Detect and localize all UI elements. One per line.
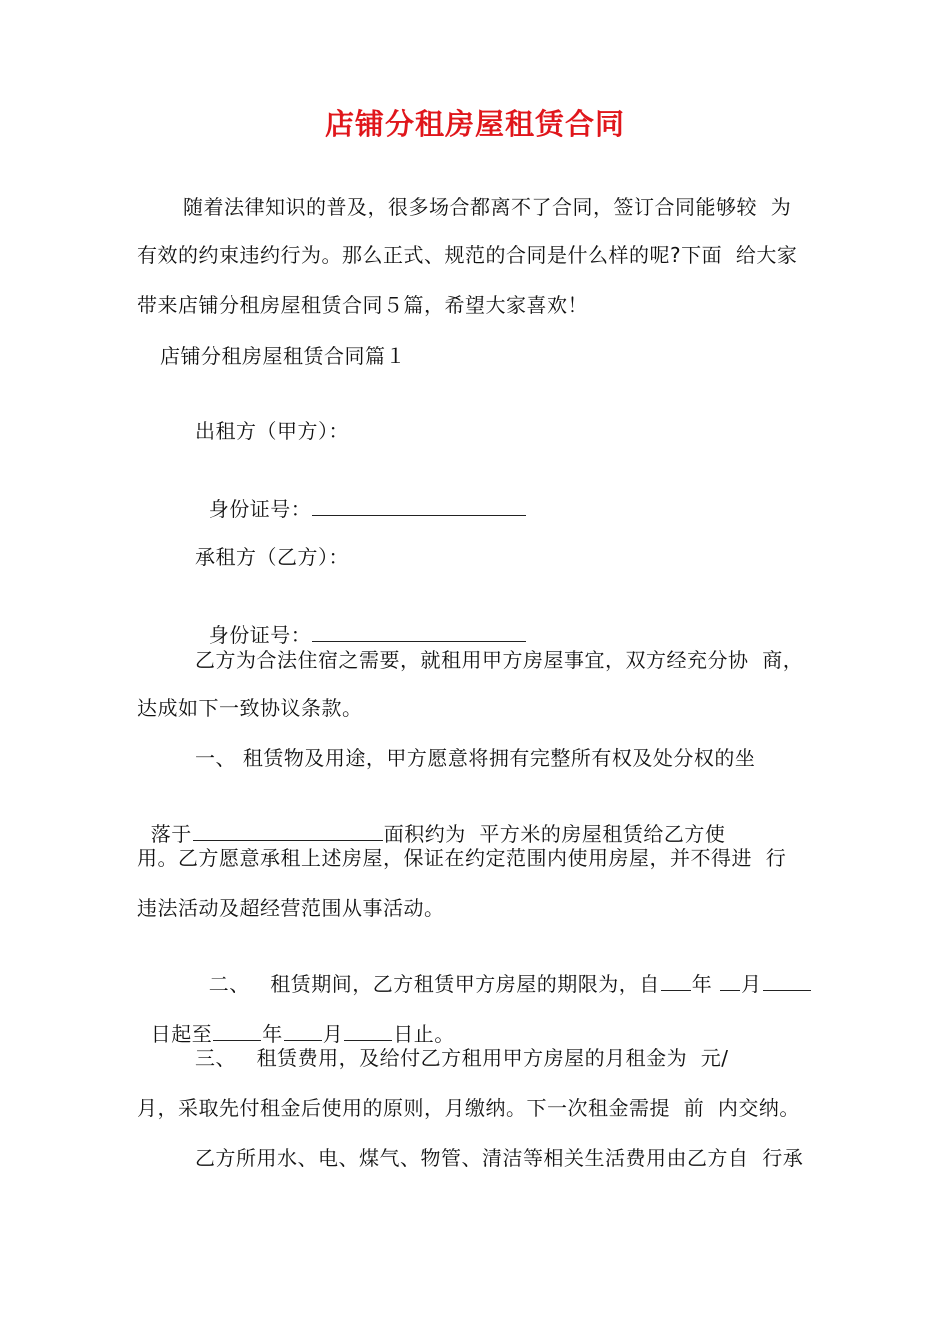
end-day-label: 日止。 [393,1022,455,1046]
section-heading: 店铺分租房屋租赁合同篇１ [160,344,406,368]
document-title: 店铺分租房屋租赁合同 [324,107,625,141]
end-month-blank [284,1022,322,1041]
preamble-line-1: 乙方为合法住宿之需要，就租用甲方房屋事宜，双方经充分协 商， [195,648,804,672]
end-year-blank [213,1022,261,1041]
clause2-text: 二、 租赁期间，乙方租赁甲方房屋的期限为，自 [208,972,660,996]
intro-line-2: 有效的约束违约行为。那么正式、规范的合同是什么样的呢?下面 给大家 [137,243,798,267]
start-day-blank [763,972,811,991]
start-year-label: 年 [691,972,713,996]
lessee-id-label: 身份证号： [208,623,312,647]
intro-line-3: 带来店铺分租房屋租赁合同５篇，希望大家喜欢！ [137,293,588,317]
start-day-label: 日起至 [150,1022,213,1046]
preamble-line-2: 达成如下一致协议条款。 [137,696,363,720]
lessor-id-label: 身份证号： [208,497,312,521]
lessee-id-row [195,596,527,648]
location-blank [193,822,383,841]
start-month-label: 月 [741,972,762,996]
clause2-line-1 [195,945,812,997]
clause3-line-2: 月，采取先付租金后使用的原则，月缴纳。下一次租金需提 前 内交纳。 [137,1096,800,1120]
lessor-id-blank [312,497,526,516]
clause1-line-1: 一、 租赁物及用途，甲方愿意将拥有完整所有权及处分权的坐 [195,746,756,770]
start-month-blank [720,972,740,991]
end-year-label: 年 [262,1022,283,1046]
lessee-id-blank [312,623,526,642]
end-day-blank [344,1022,392,1041]
clause1-line-4: 违法活动及超经营范围从事活动。 [137,896,445,920]
clause1-location-label: 落于 [150,822,192,846]
clause2-line-2 [137,995,455,1047]
start-year-blank [661,972,691,991]
clause1-line-3: 用。乙方愿意承租上述房屋，保证在约定范围内使用房屋，并不得进 行 [137,846,787,870]
clause3-line-1: 三、 租赁费用，及给付乙方租用甲方房屋的月租金为 元/ [195,1046,729,1070]
clause1-area-text: 面积约为 平方米的房屋租赁给乙方使 [383,822,726,846]
end-month-label: 月 [322,1022,344,1046]
lessee-label: 承租方（乙方）： [195,545,349,569]
intro-line-1: 随着法律知识的普及，很多场合都离不了合同，签订合同能够较 为 [183,195,792,219]
lessor-id-row [195,470,527,522]
lessor-label: 出租方（甲方）： [195,419,349,443]
clause3-line-3: 乙方所用水、电、煤气、物管、清洁等相关生活费用由乙方自 行承 [195,1146,804,1170]
clause1-line-2 [137,795,725,847]
